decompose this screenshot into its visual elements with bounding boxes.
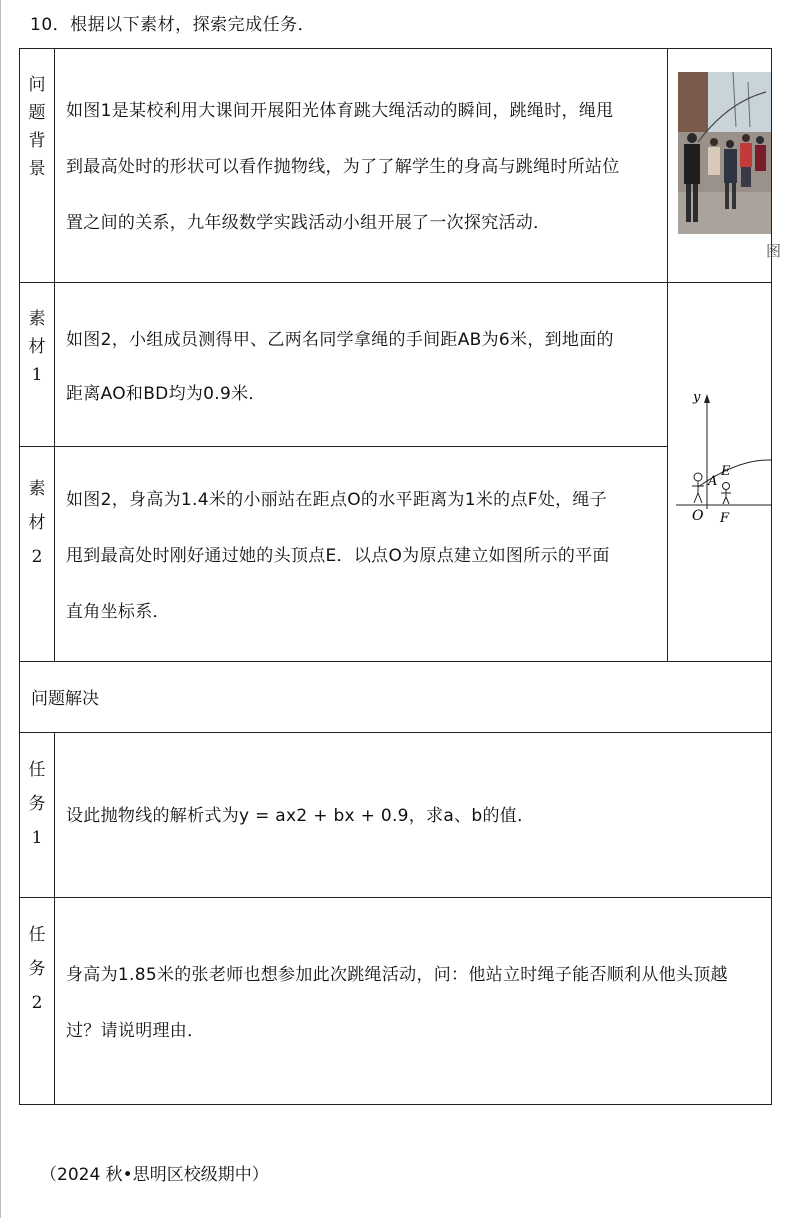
task-1-text [66,802,534,830]
text-line: 到最高处时的形状可以看作抛物线，为了了解学生的身高与跳绳时所站位 [66,157,620,177]
figure1-photo [678,72,771,234]
material-1-text [66,326,614,408]
text-line: 设此抛物线的解析式为y = ax2 + bx + 0.9，求a、b的值． [66,806,535,826]
text-line: 如图1是某校利用大课间开展阳光体育跳大绳活动的瞬间，跳绳时，绳甩 [66,101,614,121]
coordinate-diagram [668,283,771,661]
text-line: 如图2，身高为1.4米的小丽站在距点O的水平距离为1米的点F处，绳子 [66,490,608,510]
y-axis-label: y [693,390,701,405]
problem-solving-label: 问题解决 [31,689,99,709]
point-e-label: E [721,464,731,479]
text-line: 直角坐标系． [66,602,170,622]
page-left-edge [0,0,1,1218]
text-line: 如图2，小组成员测得甲、乙两名同学拿绳的手间距AB为6米，到地面的 [66,330,614,350]
rope-jumping-photo-image [678,72,771,234]
y-axis-arrow-icon [704,394,710,403]
row-label-task-1: 任 务 1 [28,760,46,848]
question-heading [30,10,315,35]
text-line: 身高为1.85米的张老师也想参加此次跳绳活动，问：他站立时绳子能否顺利从他头顶越 [66,965,728,985]
point-f-label: F [720,511,730,526]
row-label-material-1: 素 材 1 [28,309,46,385]
text-line: 距离AO和BD均为0.9米． [66,384,266,404]
material-2-text [66,486,610,626]
figure1-caption: 图 [766,242,782,260]
row-label-background: 问 题 背 景 [28,75,46,179]
row-label-material-2: 素 材 2 [28,479,46,567]
task-2-text [66,961,728,1045]
text-line: 过？请说明理由． [66,1021,205,1041]
text-line: 甩到最高处时刚好通过她的头顶点E．以点O为原点建立如图所示的平面 [66,546,610,566]
text-line: 置之间的关系，九年级数学实践活动小组开展了一次探究活动． [66,213,551,233]
point-o-label: O [692,508,704,524]
row-label-task-2: 任 务 2 [28,925,46,1013]
figure2-diagram [668,283,771,661]
background-text [66,97,620,237]
question-source: （2024 秋•思明区校级期中） [40,1165,269,1185]
point-a-label: A [708,474,718,489]
question-heading-text: 10．根据以下素材，探索完成任务． [30,15,316,35]
